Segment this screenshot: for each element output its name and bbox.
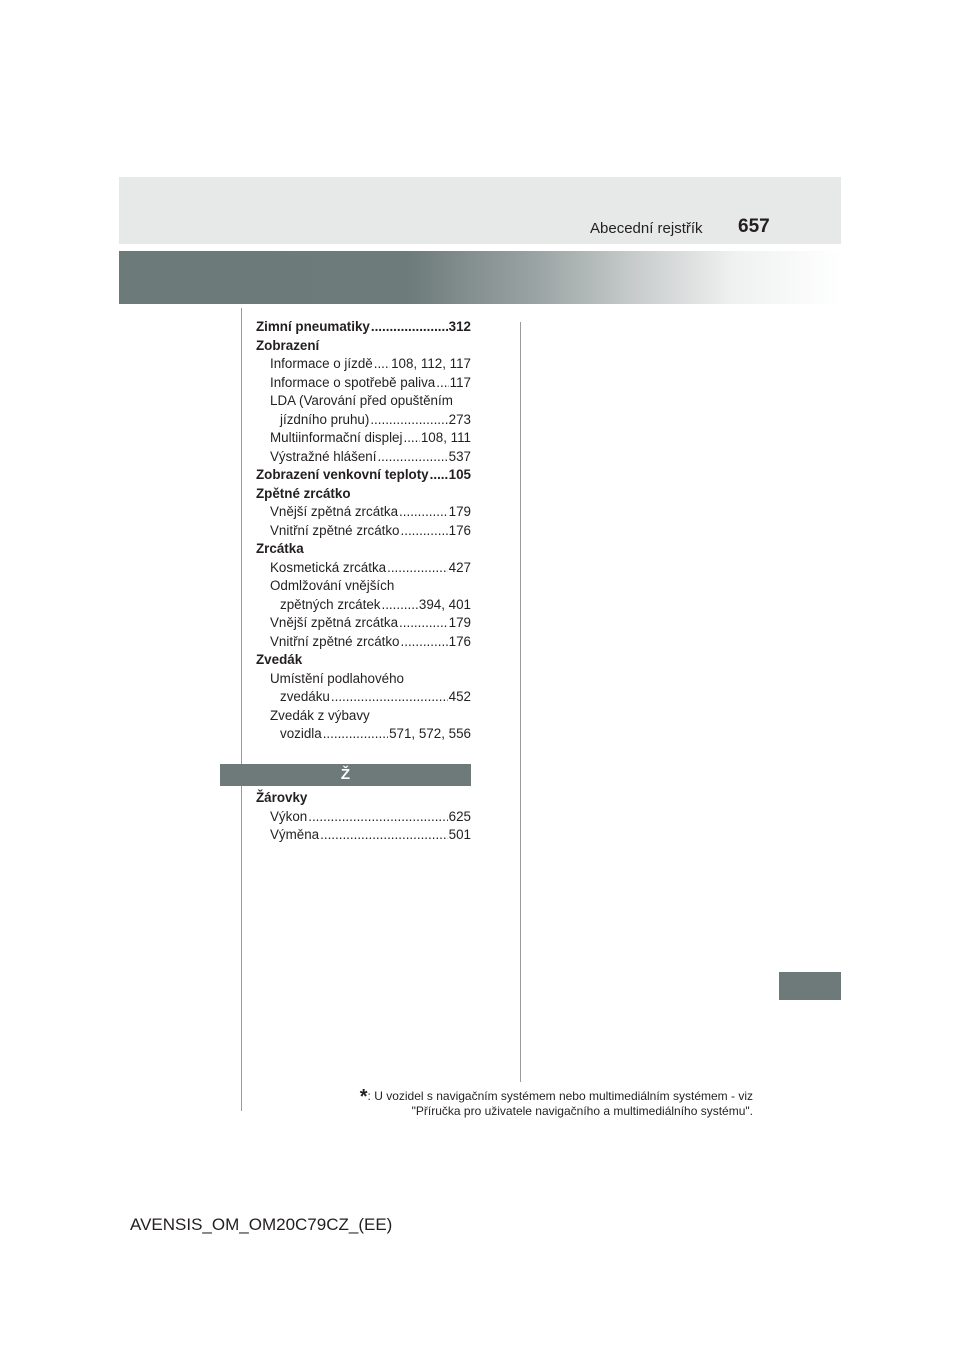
- index-entry: [256, 540, 471, 559]
- index-entry: [256, 485, 471, 504]
- index-entry: [256, 411, 471, 430]
- entry-pages: 452: [448, 689, 471, 704]
- index-entry: [256, 707, 471, 726]
- leader-dots: [399, 614, 448, 633]
- leader-dots: [387, 559, 448, 578]
- leader-dots: [308, 808, 447, 827]
- footnote-text-2: "Příručka pro uživatele navigačního a multimediálního systému".: [411, 1104, 753, 1118]
- chapter-tab: [779, 972, 841, 1000]
- leader-dots: [399, 503, 448, 522]
- entry-text: Vnitřní zpětné zrcátko: [270, 633, 400, 649]
- entry-text: Zimní pneumatiky: [256, 319, 370, 334]
- index-entry: [256, 577, 471, 596]
- left-margin-rule: [241, 308, 242, 1111]
- entry-pages: 105: [448, 467, 471, 482]
- leader-dots: [436, 374, 448, 393]
- entry-text: Zobrazení venkovní teploty: [256, 467, 429, 482]
- entry-pages: 176: [448, 522, 471, 538]
- index-entry: [256, 725, 471, 744]
- entry-text: jízdního pruhu): [280, 411, 370, 427]
- entry-pages: 179: [448, 504, 471, 519]
- decorative-gradient-bar: [119, 251, 841, 304]
- letter-heading: Ž: [220, 764, 471, 786]
- entry-text: Žárovky: [256, 790, 308, 805]
- leader-dots: [401, 633, 448, 652]
- index-entry: [256, 466, 471, 485]
- section-title: Abecední rejstřík: [590, 220, 703, 237]
- entry-pages: 537: [448, 448, 471, 464]
- entry-pages: 117: [449, 374, 471, 390]
- entry-text: Vnější zpětná zrcátka: [270, 615, 399, 630]
- entry-text: Vnější zpětná zrcátka: [270, 504, 399, 519]
- entry-text: Výkon: [270, 808, 308, 824]
- entry-text: zvedáku: [280, 689, 330, 704]
- entry-text: vozidla: [280, 726, 322, 741]
- entry-pages: 394, 401: [418, 596, 471, 612]
- entry-pages: 108, 112, 117: [391, 356, 471, 371]
- entry-text: Zvedák: [256, 652, 303, 667]
- entry-pages: 312: [448, 319, 471, 334]
- leader-dots: [377, 448, 447, 467]
- entry-pages: 273: [448, 411, 471, 427]
- index-column-z: [256, 789, 471, 845]
- index-entry: [256, 429, 471, 448]
- entry-text: Vnitřní zpětné zrcátko: [270, 522, 400, 538]
- index-entry: [256, 826, 471, 845]
- index-entry: [256, 688, 471, 707]
- index-entry: [256, 503, 471, 522]
- index-entry: [256, 374, 471, 393]
- leader-dots: [370, 411, 447, 430]
- entry-pages: 179: [448, 615, 471, 630]
- entry-text: Zvedák z výbavy: [270, 707, 370, 723]
- footnote-line-1: [300, 1086, 753, 1108]
- index-entry: [256, 392, 471, 411]
- entry-text: Odmlžování vnějších: [270, 578, 395, 593]
- leader-dots: [381, 596, 417, 615]
- index-entry: [256, 670, 471, 689]
- index-entry: [256, 522, 471, 541]
- entry-text: Umístění podlahového: [270, 670, 404, 686]
- footnote-text-1: : U vozidel s navigačním systémem nebo multimediálním systémem - viz: [367, 1089, 753, 1103]
- column-divider: [520, 322, 521, 1082]
- index-entry: [256, 337, 471, 356]
- entry-pages: 625: [448, 808, 471, 824]
- footnote-marker: *: [359, 1086, 368, 1108]
- entry-text: zpětných zrcátek: [280, 596, 381, 612]
- index-entry: [256, 633, 471, 652]
- leader-dots: [374, 355, 390, 374]
- index-entry: [256, 614, 471, 633]
- entry-text: Kosmetická zrcátka: [270, 559, 387, 575]
- entry-pages: 108, 111: [420, 430, 471, 445]
- index-column: [256, 318, 471, 744]
- leader-dots: [430, 466, 448, 485]
- entry-text: Zobrazení: [256, 337, 320, 353]
- page-number: 657: [738, 216, 770, 237]
- index-entry: [256, 318, 471, 337]
- entry-text: Výstražné hlášení: [270, 448, 377, 464]
- entry-text: LDA (Varování před opuštěním: [270, 393, 453, 408]
- entry-pages: 176: [448, 633, 471, 649]
- index-entry: [256, 789, 471, 808]
- document-code: AVENSIS_OM_OM20C79CZ_(EE): [130, 1215, 393, 1234]
- footnote: [300, 1086, 753, 1118]
- entry-text: Informace o spotřebě paliva: [270, 374, 436, 390]
- leader-dots: [371, 318, 448, 337]
- leader-dots: [323, 725, 388, 744]
- leader-dots: [403, 429, 419, 448]
- index-entry: [256, 559, 471, 578]
- entry-text: Multiinformační displej: [270, 430, 403, 445]
- entry-text: Zpětné zrcátko: [256, 485, 351, 501]
- index-entry: [256, 651, 471, 670]
- entry-text: Informace o jízdě: [270, 356, 373, 371]
- leader-dots: [331, 688, 448, 707]
- entry-text: Zrcátka: [256, 541, 304, 556]
- entry-pages: 427: [448, 559, 471, 575]
- index-entry: [256, 448, 471, 467]
- index-entry: [256, 808, 471, 827]
- header-band: [119, 177, 841, 244]
- leader-dots: [401, 522, 448, 541]
- entry-pages: 501: [448, 827, 471, 842]
- index-entry: [256, 596, 471, 615]
- entry-pages: 571, 572, 556: [389, 726, 471, 741]
- entry-text: Výměna: [270, 827, 320, 842]
- index-entry: [256, 355, 471, 374]
- leader-dots: [320, 826, 448, 845]
